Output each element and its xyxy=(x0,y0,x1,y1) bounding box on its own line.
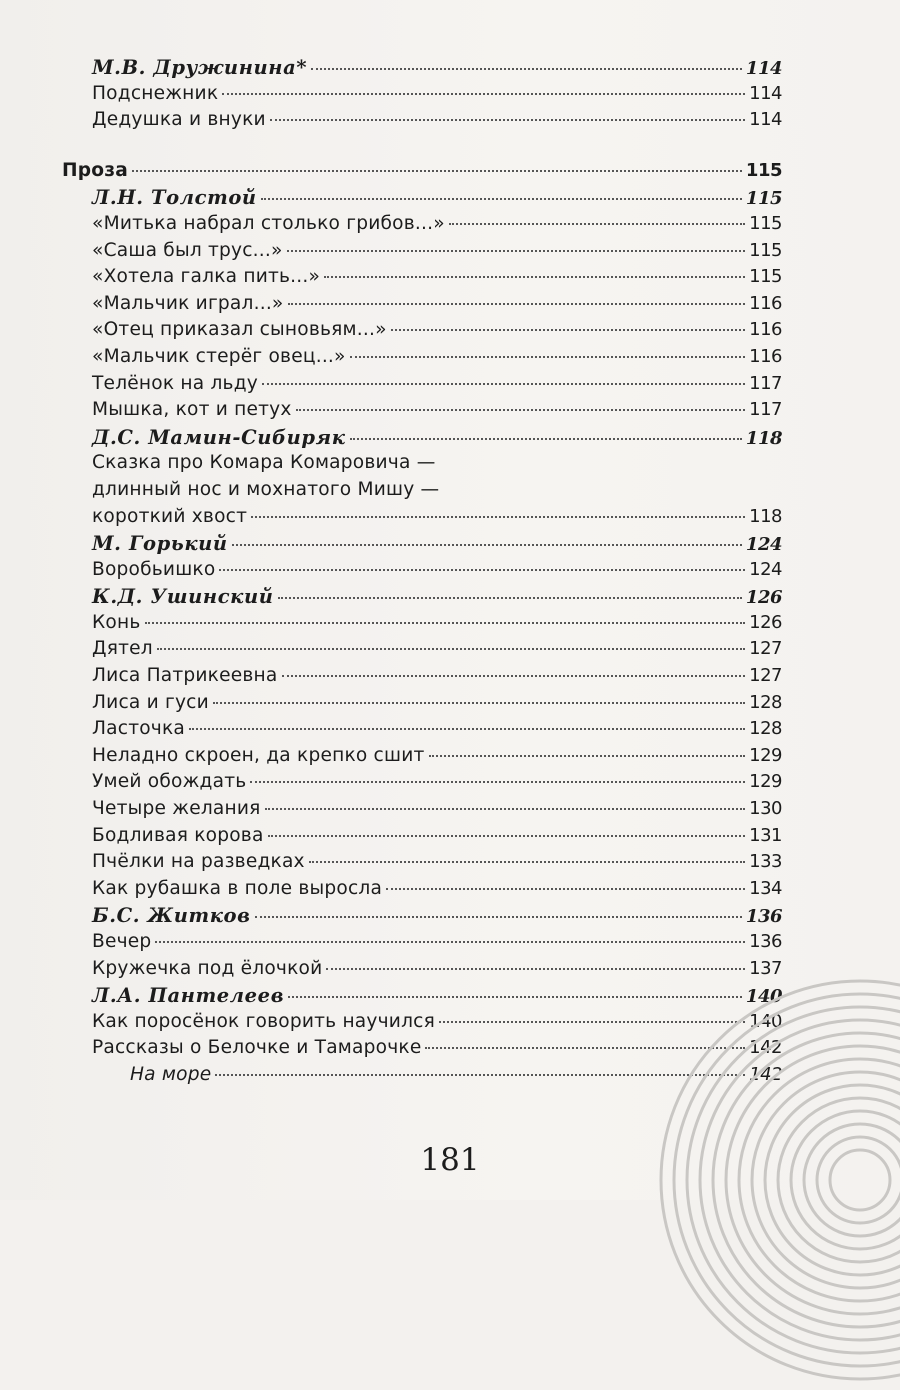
toc-entry xyxy=(62,293,782,320)
toc-leader-dots xyxy=(324,276,745,278)
decorative-ring xyxy=(830,1150,890,1210)
toc-leader-dots xyxy=(251,516,745,518)
toc-page-number: 126 xyxy=(745,587,782,609)
toc-page-number: 115 xyxy=(749,266,782,288)
toc-title: короткий хвост xyxy=(92,505,248,527)
toc-author-row xyxy=(62,426,782,453)
toc-title: Пчёлки на разведках xyxy=(92,851,305,873)
toc-section-heading xyxy=(62,160,782,187)
toc-title: «Митька набрал столько грибов...» xyxy=(92,212,445,234)
toc-leader-dots xyxy=(265,808,746,810)
toc-entry xyxy=(62,240,782,267)
toc-title: «Отец приказал сыновьям...» xyxy=(92,319,387,341)
toc-title: Б.С. Житков xyxy=(92,904,251,928)
toc-title: Неладно скроен, да крепко сшит xyxy=(92,744,425,766)
toc-entry xyxy=(62,373,782,400)
toc-leader-dots xyxy=(222,93,745,95)
toc-leader-dots xyxy=(350,438,742,440)
toc-title: Четыре желания xyxy=(92,798,261,820)
toc-leader-dots xyxy=(250,781,745,783)
toc-title: длинный нос и мохнатого Мишу — xyxy=(92,478,440,500)
toc-page-number: 128 xyxy=(749,691,782,713)
toc-leader-dots xyxy=(232,544,742,546)
toc-author-row xyxy=(62,585,782,612)
toc-leader-dots xyxy=(386,888,745,890)
toc-page-number: 140 xyxy=(749,1010,782,1032)
toc-entry xyxy=(62,798,782,825)
toc-page-number: 142 xyxy=(749,1037,782,1059)
toc-page-number: 116 xyxy=(749,345,782,367)
toc-page-number: 115 xyxy=(745,159,782,181)
toc-title: К.Д. Ушинский xyxy=(92,585,274,609)
toc-title: Кружечка под ёлочкой xyxy=(92,957,323,979)
toc-page-number: 140 xyxy=(745,986,782,1008)
toc-page-number: 114 xyxy=(745,58,782,79)
toc-entry xyxy=(62,109,782,136)
toc-page-number: 133 xyxy=(749,851,782,873)
toc-page-number: 142 xyxy=(749,1063,782,1085)
toc-leader-dots xyxy=(287,250,746,252)
toc-page-number: 124 xyxy=(745,534,782,556)
toc-entry xyxy=(62,399,782,426)
toc-leader-dots xyxy=(449,223,745,225)
toc-leader-dots xyxy=(270,119,745,121)
toc-entry xyxy=(62,612,782,639)
toc-author-row xyxy=(62,56,782,83)
section-gap xyxy=(62,136,782,160)
toc-title: Дятел xyxy=(92,638,153,660)
toc-page-number: 129 xyxy=(749,771,782,793)
toc-leader-dots xyxy=(189,728,745,730)
toc-leader-dots xyxy=(268,835,746,837)
toc-title: Л.А. Пантелеев xyxy=(92,984,285,1008)
toc-page-number: 114 xyxy=(749,109,782,131)
toc-page-number: 126 xyxy=(749,611,782,633)
toc-title: Воробьишко xyxy=(92,558,216,580)
toc-leader-dots xyxy=(309,861,745,863)
toc-entry xyxy=(62,83,782,110)
toc-entry xyxy=(62,346,782,373)
toc-entry xyxy=(62,559,782,586)
toc-page-number: 115 xyxy=(745,188,782,210)
toc-page-number: 115 xyxy=(749,212,782,234)
toc-leader-dots xyxy=(145,622,746,624)
toc-title: «Мальчик стерёг овец...» xyxy=(92,345,346,367)
toc-author-row xyxy=(62,532,782,559)
toc-title: М.В. Дружинина* xyxy=(92,56,308,79)
toc-title: Телёнок на льду xyxy=(92,372,258,394)
toc-title: Вечер xyxy=(92,931,152,952)
toc-page-number: 136 xyxy=(749,931,782,952)
page-number: 181 xyxy=(420,1142,480,1178)
toc-title: Бодливая корова xyxy=(92,824,264,846)
toc-entry xyxy=(62,825,782,852)
toc-leader-dots xyxy=(282,675,746,677)
toc-title: «Саша был трус...» xyxy=(92,239,283,261)
toc-entry xyxy=(62,692,782,719)
toc-leader-dots xyxy=(155,941,745,943)
toc-page-number: 114 xyxy=(749,82,782,104)
toc-entry-line xyxy=(62,452,782,479)
decorative-ring xyxy=(791,1111,900,1249)
toc-title: Умей обождать xyxy=(92,771,247,793)
toc-page-number: 128 xyxy=(749,718,782,740)
toc-title: Рассказы о Белочке и Тамарочке xyxy=(92,1037,422,1059)
toc-title: Проза xyxy=(62,159,128,181)
toc-title: Лиса Патрикеевна xyxy=(92,665,278,687)
toc-page-number: 130 xyxy=(749,798,782,820)
toc-entry xyxy=(62,718,782,745)
toc-entry xyxy=(62,213,782,240)
toc-page-number: 127 xyxy=(749,665,782,687)
table-of-contents xyxy=(62,56,782,1091)
toc-leader-dots xyxy=(213,702,745,704)
toc-title: Лиса и гуси xyxy=(92,691,209,713)
toc-title: М. Горький xyxy=(92,532,228,556)
toc-page-number: 115 xyxy=(749,239,782,261)
toc-page-number: 118 xyxy=(745,427,782,449)
toc-entry xyxy=(62,638,782,665)
decorative-rings xyxy=(650,970,900,1390)
toc-leader-dots xyxy=(255,916,742,918)
toc-leader-dots xyxy=(157,648,745,650)
toc-page-number: 124 xyxy=(749,558,782,580)
decorative-ring xyxy=(713,1033,900,1327)
toc-title: Мышка, кот и петух xyxy=(92,399,292,421)
toc-title: «Мальчик играл...» xyxy=(92,292,284,314)
toc-entry xyxy=(62,851,782,878)
toc-title: Дедушка и внуки xyxy=(92,109,266,131)
toc-page-number: 137 xyxy=(749,957,782,979)
toc-leader-dots xyxy=(219,569,745,571)
toc-entry xyxy=(62,665,782,692)
toc-entry xyxy=(62,745,782,772)
toc-leader-dots xyxy=(296,409,746,411)
toc-leader-dots xyxy=(262,383,745,385)
toc-title: Как рубашка в поле выросла xyxy=(92,877,383,899)
toc-page-number: 117 xyxy=(749,372,782,394)
toc-entry xyxy=(62,266,782,293)
toc-entry xyxy=(62,931,782,958)
toc-entry xyxy=(62,878,782,905)
toc-page-number: 117 xyxy=(749,399,782,421)
decorative-ring xyxy=(778,1098,900,1262)
toc-author-row xyxy=(62,186,782,213)
toc-entry xyxy=(62,771,782,798)
toc-title: Сказка про Комара Комаровича — xyxy=(92,452,436,474)
toc-leader-dots xyxy=(350,356,746,358)
toc-page-number: 127 xyxy=(749,638,782,660)
toc-entry-line xyxy=(62,479,782,506)
toc-entry xyxy=(62,319,782,346)
toc-page-number: 118 xyxy=(749,505,782,527)
toc-page-number: 116 xyxy=(749,319,782,341)
toc-title: На море xyxy=(130,1063,212,1085)
toc-title: Ласточка xyxy=(92,718,186,740)
toc-entry xyxy=(62,506,782,533)
toc-page-number: 116 xyxy=(749,292,782,314)
toc-page-number: 136 xyxy=(745,906,782,928)
toc-title: «Хотела галка пить...» xyxy=(92,266,321,288)
toc-page-number: 129 xyxy=(749,744,782,766)
toc-leader-dots xyxy=(132,170,742,172)
toc-title: Как поросёнок говорить научился xyxy=(92,1010,435,1032)
toc-leader-dots xyxy=(429,755,746,757)
toc-title: Д.С. Мамин-Сибиряк xyxy=(92,425,346,449)
toc-title: Конь xyxy=(92,611,141,633)
toc-leader-dots xyxy=(311,68,742,70)
toc-page-number: 134 xyxy=(749,877,782,899)
toc-leader-dots xyxy=(288,303,746,305)
toc-title: Подснежник xyxy=(92,82,219,104)
toc-leader-dots xyxy=(278,597,742,599)
toc-author-row xyxy=(62,904,782,931)
toc-page-number: 131 xyxy=(749,824,782,846)
toc-title: Л.Н. Толстой xyxy=(92,186,257,210)
toc-leader-dots xyxy=(391,329,745,331)
toc-leader-dots xyxy=(261,198,742,200)
